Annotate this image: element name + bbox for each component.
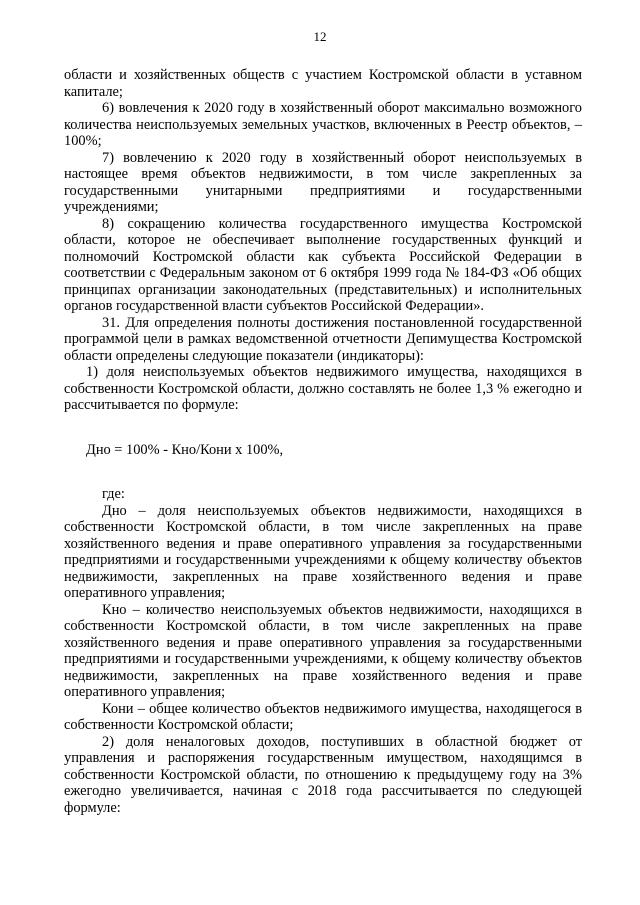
paragraph-continuation: области и хозяйственных обществ с участием Костромской области в уставном капитале; [64,67,582,100]
spacer [64,414,582,442]
paragraph-indicator-2: 2) доля неналоговых доходов, поступивших в областной бюджет от управления и распоряжения государственным имуществом, находящимся в собственности Костромской области, по отношению к предыдущему году на 3% ежегодно увеличивается, начиная с 2018 года рассчитывается по следующей формуле: [64,733,582,816]
definition-dno: Дно – доля неиспользуемых объектов недвижимости, находящихся в собственности Костромской области, в том числе закрепленных на праве хозяйственного ведения и праве оперативного управления за государственными предприятиями и государственными учреждениями к общему количеству объектов недвижимости, закрепленных на праве хозяйственного ведения и праве оперативного управления; [64,502,582,601]
formula-dno: Дно = 100% - Кно/Кони х 100%, [86,441,284,458]
page-number: 12 [313,29,327,44]
spacer [64,458,582,486]
paragraph-indicator-1: 1) доля неиспользуемых объектов недвижимого имущества, находящихся в собственности Костромской области, должно составлять не более 1,3 % ежегодно и рассчитывается по формуле: [64,364,582,413]
formula-where-label: где: [102,486,125,502]
paragraph-item-8: 8) сокращению количества государственного имущества Костромской области, которое не обеспечивает выполнение государственных функций и полномочий Костромской области как субъекта Российской Федерации в соответствии с Федеральным законом от 6 октября 1999 года № 184-ФЗ «Об общих принципах организации законодательных (представительных) и исполнительных органов государственной власти субъектов Российской Федерации». [64,215,582,314]
paragraph-item-6: 6) вовлечения к 2020 году в хозяйственный оборот максимально возможного количества неиспользуемых земельных участков, включенных в Реестр объектов, – 100%; [64,100,582,149]
paragraph-section-31: 31. Для определения полноты достижения постановленной государственной программой цели в рамках ведомственной отчетности Депимущества Костромской области определены следующие показатели (индикаторы): [64,314,582,364]
paragraph-item-7: 7) вовлечению к 2020 году в хозяйственный оборот неиспользуемых в настоящее время объектов недвижимости, в том числе закрепленных за государственными унитарными предприятиями и государственными учреждениями; [64,149,582,215]
definition-kno: Кно – количество неиспользуемых объектов недвижимости, находящихся в собственности Костромской области, в том числе закрепленных на праве хозяйственного ведения и праве оперативного управления за государственными предприятиями и государственными учреждениями, к общему количеству объектов недвижимости, закрепленных на праве хозяйственного ведения и праве оперативного управления; [64,601,582,700]
document-body [64,67,582,816]
definition-koni: Кони – общее количество объектов недвижимого имущества, находящегося в собственности Костромской области; [64,700,582,733]
